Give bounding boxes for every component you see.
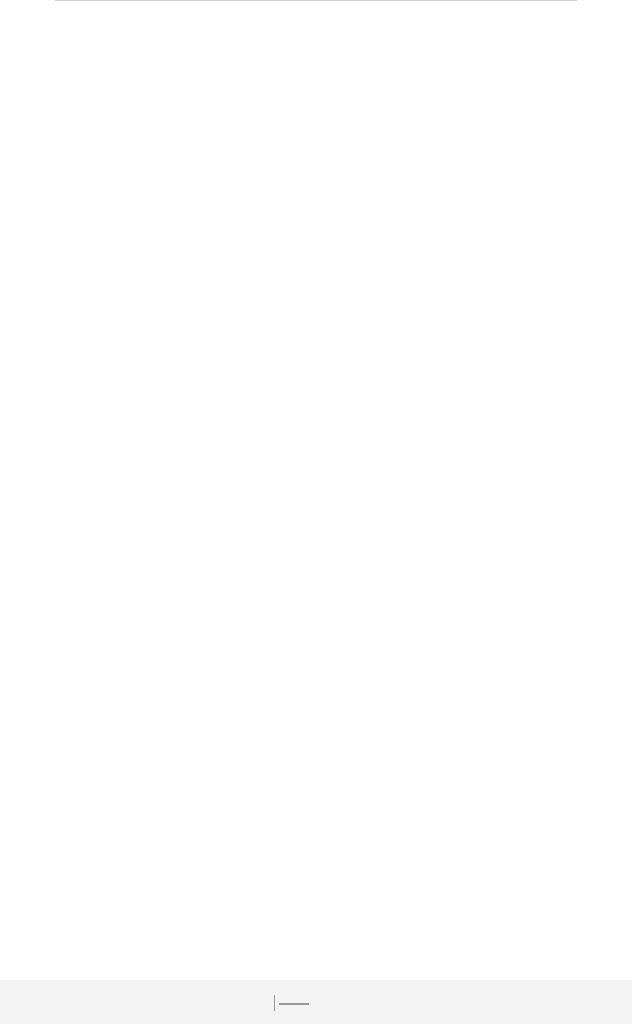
top-rule — [55, 0, 577, 1]
logo-divider — [274, 995, 275, 1011]
logo-subline — [279, 1003, 309, 1005]
page-footer — [0, 980, 632, 1024]
brand-logo — [270, 993, 309, 1013]
